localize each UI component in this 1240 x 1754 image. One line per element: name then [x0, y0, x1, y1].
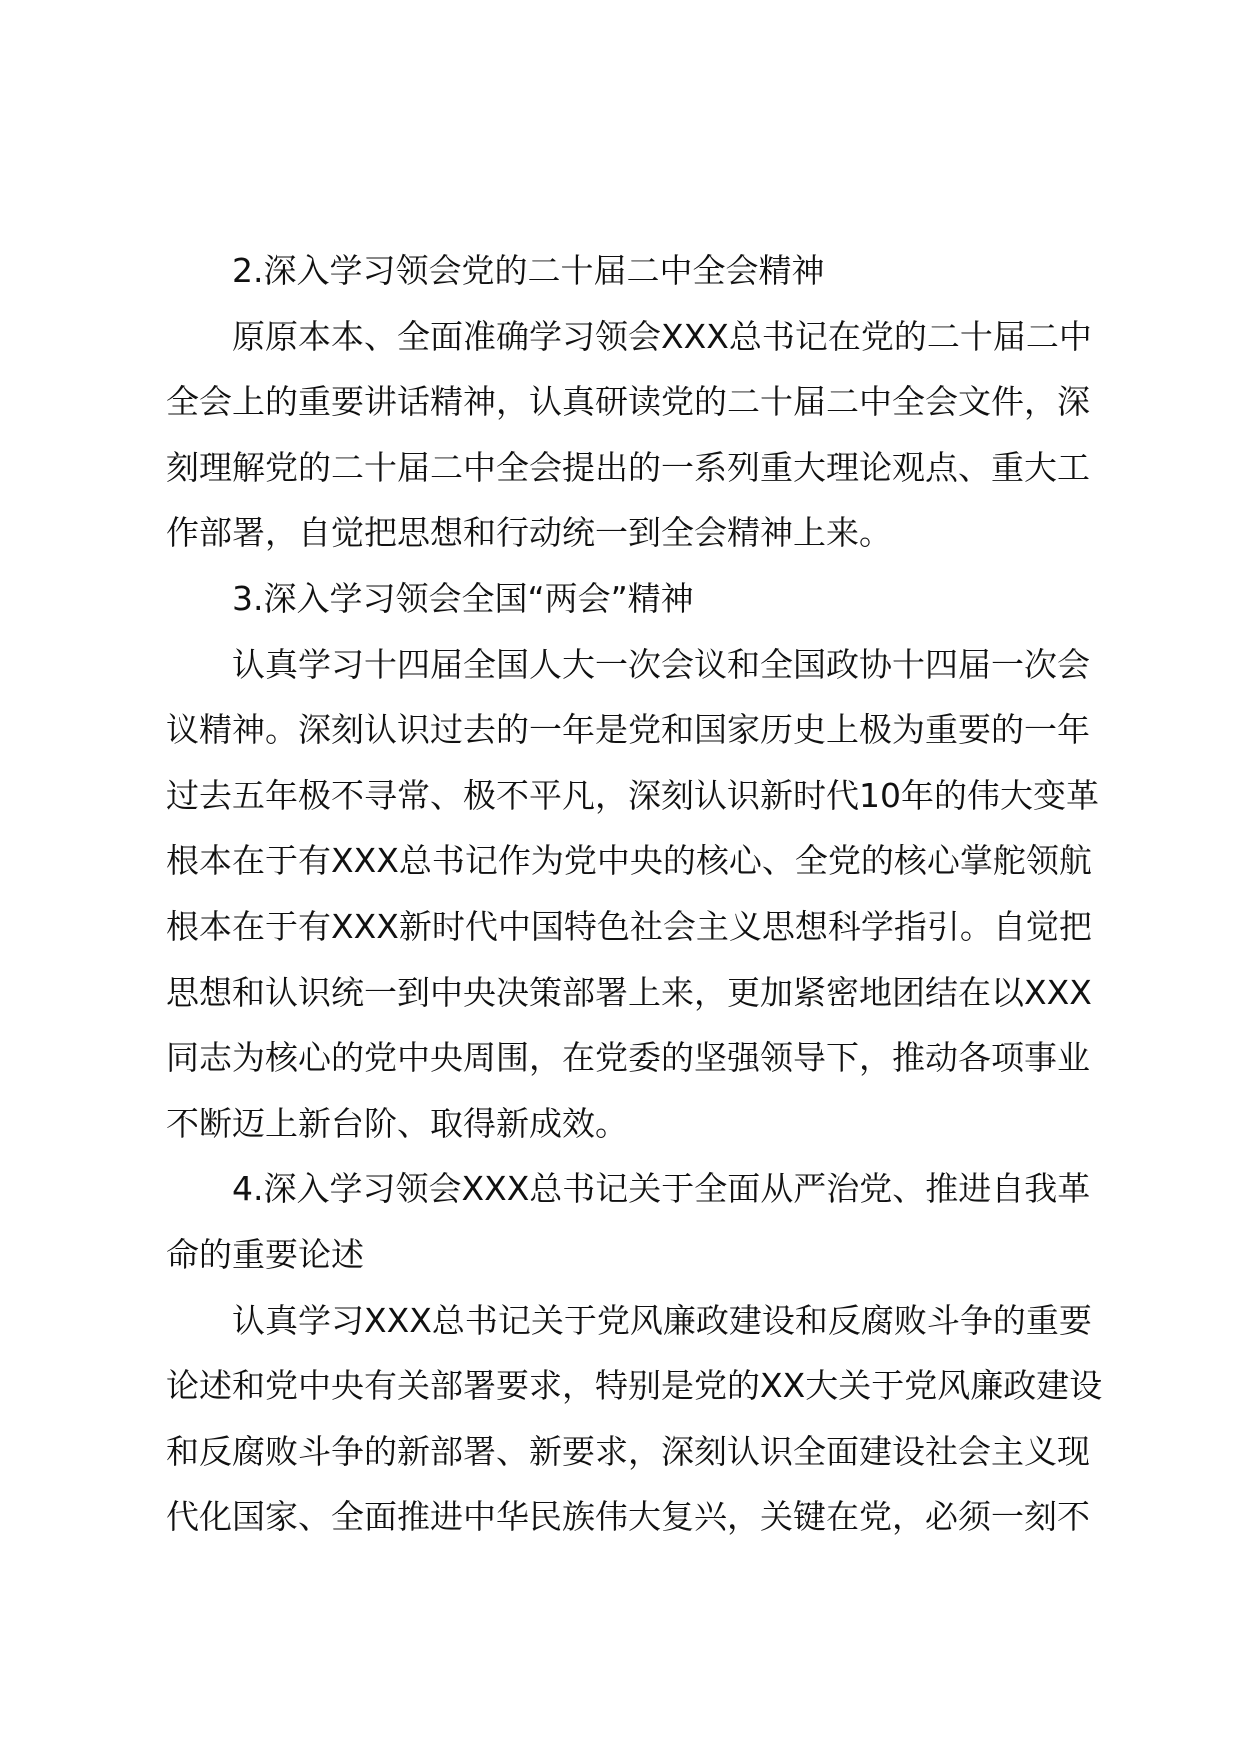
section-heading-2: [166, 238, 1106, 304]
section-body-4: [166, 1288, 1106, 1550]
section-body-2: [166, 304, 1106, 566]
section-heading-4: [166, 1156, 1106, 1287]
text-line: 思想和认识统一到中央决策部署上来，更加紧密地团结在以XXX: [166, 972, 1092, 1012]
section-body-3: [166, 632, 1106, 1157]
text-line: 议精神。深刻认识过去的一年是党和国家历史上极为重要的一年: [166, 710, 1090, 750]
text-line: 2.深入学习领会党的二十届二中全会精神: [232, 251, 825, 290]
text-line: 认真学习XXX总书记关于党风廉政建设和反腐败斗争的重要: [232, 1300, 1092, 1340]
text-line: 3.深入学习领会全国“两会”精神: [232, 578, 694, 618]
text-line: 根本在于有XXX总书记作为党中央的核心、全党的核心掌舵领航: [166, 841, 1092, 881]
text-line: 认真学习十四届全国人大一次会议和全国政协十四届一次会: [232, 644, 1090, 684]
text-line: 命的重要论述: [166, 1234, 364, 1274]
text-line: 原原本本、全面准确学习领会XXX总书记在党的二十届二中: [232, 316, 1092, 356]
section-heading-3: [166, 566, 1106, 632]
text-line: 同志为核心的党中央周围，在党委的坚强领导下，推动各项事业: [166, 1038, 1090, 1078]
text-line: 和反腐败斗争的新部署、新要求，深刻认识全面建设社会主义现: [166, 1431, 1090, 1471]
text-line: 代化国家、全面推进中华民族伟大复兴，关键在党，必须一刻不: [166, 1497, 1090, 1537]
text-line: 作部署，自觉把思想和行动统一到全会精神上来。: [166, 513, 892, 553]
text-line: 不断迈上新台阶、取得新成效。: [166, 1103, 628, 1143]
text-line: 根本在于有XXX新时代中国特色社会主义思想科学指引。自觉把: [166, 906, 1092, 946]
text-line: 过去五年极不寻常、极不平凡，深刻认识新时代10年的伟大变革: [166, 775, 1099, 815]
text-line: 论述和党中央有关部署要求，特别是党的XX大关于党风廉政建设: [166, 1366, 1103, 1406]
document-body: [166, 238, 1106, 1550]
text-line: 4.深入学习领会XXX总书记关于全面从严治党、推进自我革: [232, 1169, 1091, 1209]
text-line: 全会上的重要讲话精神，认真研读党的二十届二中全会文件，深: [166, 382, 1090, 422]
text-line: 刻理解党的二十届二中全会提出的一系列重大理论观点、重大工: [166, 447, 1090, 487]
